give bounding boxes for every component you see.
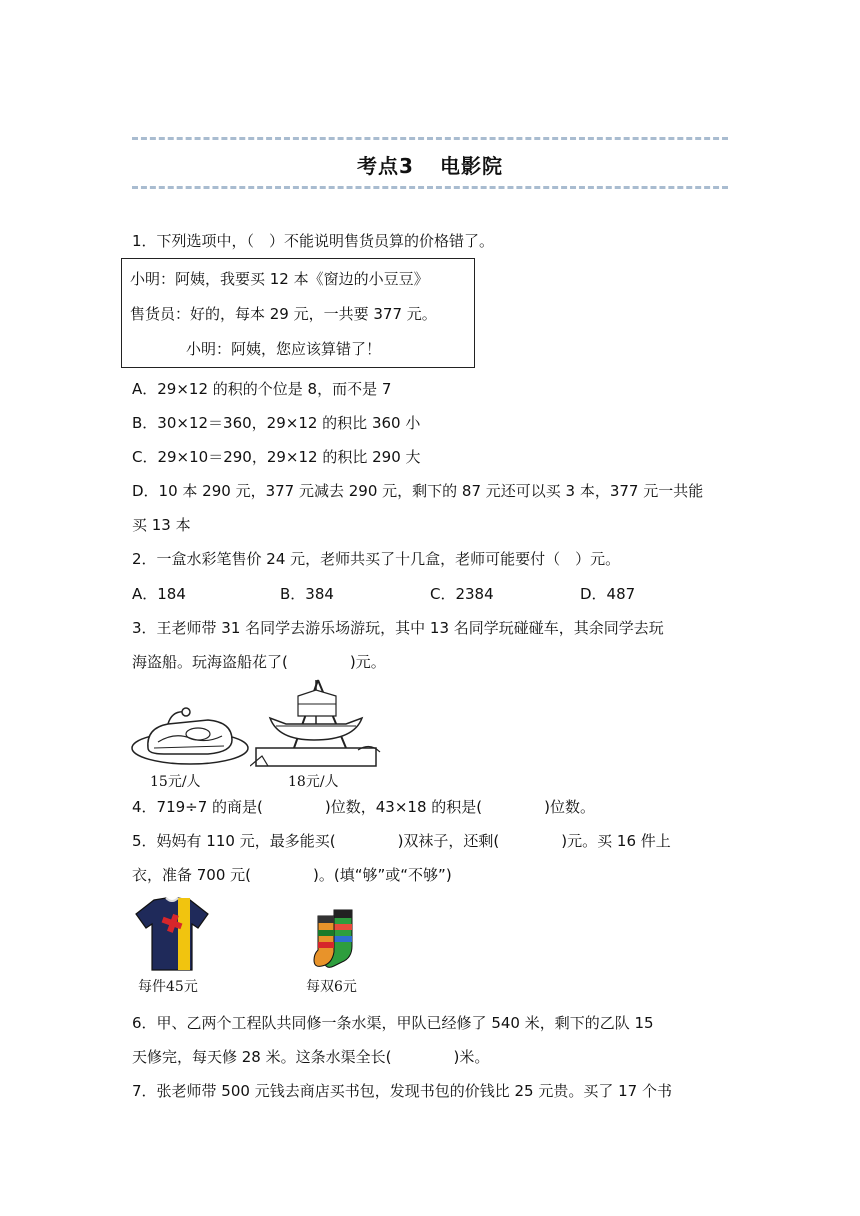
q2-option-b: B．384	[280, 585, 334, 603]
q1-option-d-cont: 买 13 本	[132, 516, 191, 534]
q2-option-c: C．2384	[430, 585, 494, 603]
shirt-illustration	[132, 894, 212, 974]
page-title	[0, 150, 860, 179]
q2-option-a: A．184	[132, 585, 186, 603]
q2-option-d: D．487	[580, 585, 636, 603]
bumper-car-price: 15元/人	[150, 774, 201, 790]
q1-option-b: B．30×12＝360，29×12 的积比 360 小	[132, 414, 421, 432]
socks-illustration	[308, 906, 368, 974]
pirate-ship-price: 18元/人	[288, 774, 339, 790]
q6-line-1: 6．甲、乙两个工程队共同修一条水渠，甲队已经修了 540 米，剩下的乙队 15	[132, 1014, 654, 1032]
q4-line: 4．719÷7 的商是( )位数，43×18 的积是( )位数。	[132, 798, 595, 816]
q1-stem: 1．下列选项中，（ ）不能说明售货员算的价格错了。	[132, 232, 495, 250]
q1-option-a: A．29×12 的积的个位是 8，而不是 7	[132, 380, 392, 398]
dialog-line-2: 售货员：好的，每本 29 元，一共要 377 元。	[130, 305, 437, 323]
title-part-1: 考点3	[357, 154, 414, 178]
q5-line-1: 5．妈妈有 110 元，最多能买( )双袜子，还剩( )元。买 16 件上	[132, 832, 671, 850]
q3-line-1: 3．王老师带 31 名同学去游乐场游玩，其中 13 名同学玩碰碰车，其余同学去玩	[132, 619, 664, 637]
top-dashed-rule	[132, 137, 728, 140]
socks-price: 每双6元	[306, 979, 357, 995]
title-part-2: 电影院	[439, 154, 503, 178]
q2-stem: 2．一盒水彩笔售价 24 元，老师共买了十几盒，老师可能要付（ ）元。	[132, 550, 621, 568]
q1-option-d: D．10 本 290 元，377 元减去 290 元，剩下的 87 元还可以买 3 本，377 元一共能	[132, 482, 704, 500]
bumper-car-illustration	[128, 698, 252, 770]
pirate-ship-illustration	[250, 676, 382, 770]
q7-line-1: 7．张老师带 500 元钱去商店买书包，发现书包的价钱比 25 元贵。买了 17 个书	[132, 1082, 672, 1100]
bottom-dashed-rule	[132, 186, 728, 189]
shirt-price: 每件45元	[138, 979, 198, 995]
q1-dialog-box	[121, 258, 475, 368]
q1-option-c: C．29×10＝290，29×12 的积比 290 大	[132, 448, 421, 466]
dialog-line-1: 小明：阿姨，我要买 12 本《窗边的小豆豆》	[130, 270, 429, 288]
q3-line-2: 海盗船。玩海盗船花了( )元。	[132, 653, 386, 671]
q6-line-2: 天修完，每天修 28 米。这条水渠全长( )米。	[132, 1048, 490, 1066]
dialog-line-3: 小明：阿姨，您应该算错了！	[186, 340, 382, 358]
q5-line-2: 衣，准备 700 元( )。(填“够”或“不够”)	[132, 866, 452, 884]
